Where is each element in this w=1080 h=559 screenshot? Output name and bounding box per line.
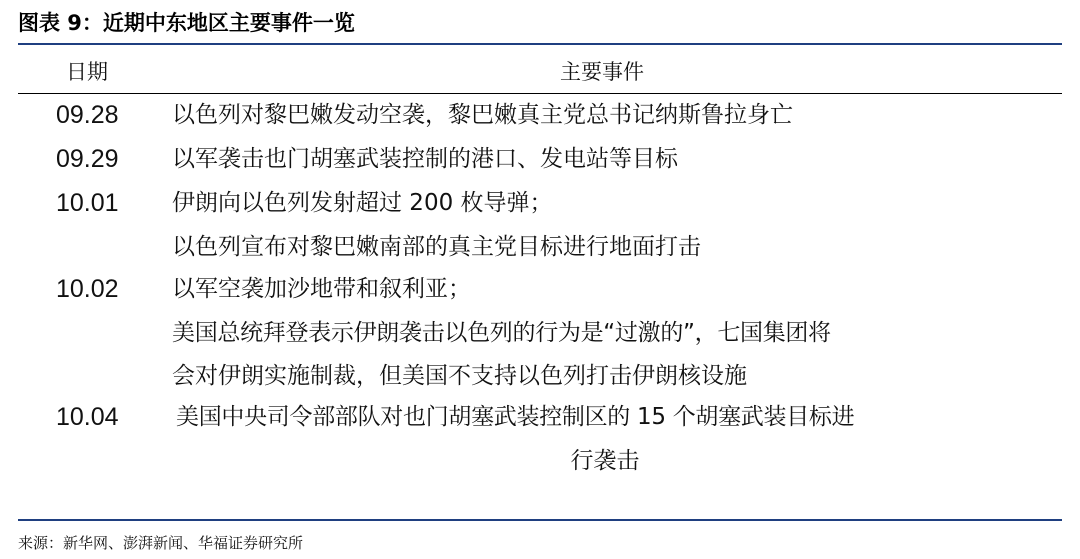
event-line: 美国中央司令部部队对也门胡塞武装控制区的 15 个胡塞武装目标进 xyxy=(176,404,855,430)
title-divider xyxy=(18,43,1062,45)
row-date: 10.02 xyxy=(56,275,119,303)
event-line: 以军空袭加沙地带和叙利亚； xyxy=(172,276,471,302)
column-header-date: 日期 xyxy=(66,60,108,84)
row-date: 09.29 xyxy=(56,145,119,173)
event-line: 以色列宣布对黎巴嫩南部的真主党目标进行地面打击 xyxy=(172,234,701,260)
event-line: 伊朗向以色列发射超过 200 枚导弹； xyxy=(172,190,553,216)
event-line: 以军袭击也门胡塞武装控制的港口、发电站等目标 xyxy=(172,146,678,172)
event-line: 行袭击 xyxy=(570,448,640,474)
source-note: 来源：新华网、澎湃新闻、华福证券研究所 xyxy=(18,534,304,552)
event-line: 会对伊朗实施制裁，但美国不支持以色列打击伊朗核设施 xyxy=(172,363,747,389)
event-line: 以色列对黎巴嫩发动空袭，黎巴嫩真主党总书记纳斯鲁拉身亡 xyxy=(172,102,793,128)
column-header-event: 主要事件 xyxy=(560,60,644,84)
event-line: 美国总统拜登表示伊朗袭击以色列的行为是“过激的”，七国集团将 xyxy=(172,320,831,346)
row-date: 09.28 xyxy=(56,101,119,129)
figure-title: 图表 9：近期中东地区主要事件一览 xyxy=(18,11,355,35)
row-date: 10.04 xyxy=(56,403,119,431)
row-date: 10.01 xyxy=(56,189,119,217)
footer-divider xyxy=(18,519,1062,521)
